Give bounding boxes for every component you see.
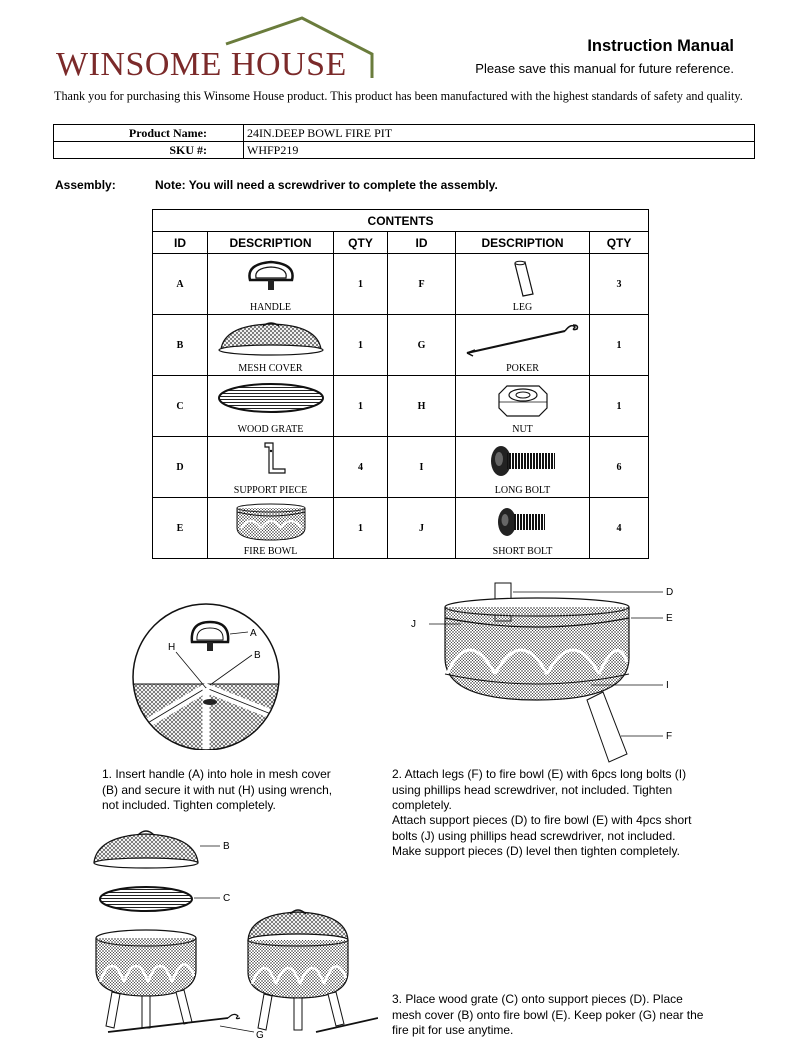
short-bolt-icon bbox=[493, 502, 553, 542]
part-cell bbox=[208, 376, 334, 437]
assembly-note: Note: You will need a screwdriver to complete the assembly. bbox=[155, 178, 498, 192]
part-label: LEG bbox=[512, 302, 533, 313]
product-name-label: Product Name: bbox=[54, 125, 244, 142]
part-qty: 1 bbox=[334, 254, 388, 315]
part-qty: 6 bbox=[590, 437, 649, 498]
part-qty: 1 bbox=[334, 376, 388, 437]
product-name-row bbox=[54, 125, 755, 142]
callout-f: F bbox=[666, 731, 673, 742]
fire-bowl-icon bbox=[231, 502, 311, 544]
part-label: WOOD GRATE bbox=[237, 424, 304, 435]
support-piece-icon bbox=[251, 441, 291, 481]
assembly-label: Assembly: bbox=[55, 178, 116, 192]
part-qty: 1 bbox=[590, 376, 649, 437]
callout-h: H bbox=[168, 642, 176, 653]
sku-row bbox=[54, 142, 755, 159]
part-id: J bbox=[388, 498, 456, 559]
part-id: F bbox=[388, 254, 456, 315]
part-id: E bbox=[153, 498, 208, 559]
part-qty: 3 bbox=[590, 254, 649, 315]
callout-b: B bbox=[223, 841, 230, 852]
callout-g: G bbox=[256, 1030, 264, 1041]
part-qty: 4 bbox=[590, 498, 649, 559]
step-2-text: 2. Attach legs (F) to fire bowl (E) with 6pcs long bolts (I) using phillips head screwdriver, not included. Tighten completely. bbox=[392, 767, 687, 812]
callout-d: D bbox=[666, 587, 674, 598]
header-description: DESCRIPTION bbox=[456, 232, 590, 254]
part-label: NUT bbox=[512, 424, 533, 435]
part-cell bbox=[456, 254, 590, 315]
mesh-cover-icon bbox=[215, 319, 327, 359]
callout-b: B bbox=[254, 650, 261, 661]
step-3-text: 3. Place wood grate (C) onto support pieces (D). Place mesh cover (B) onto fire bowl (E). Keep poker (G) near the fire pit for use anytime. bbox=[392, 992, 704, 1037]
header-id: ID bbox=[388, 232, 456, 254]
long-bolt-icon bbox=[485, 441, 561, 481]
callout-i: I bbox=[666, 680, 669, 691]
step-2b-text: Attach support pieces (D) to fire bowl (E) with 4pcs short bolts (J) using phillips head screwdriver, not included. Make support pieces (D) level then tighten completely. bbox=[392, 813, 692, 858]
wood-grate-icon bbox=[215, 380, 327, 416]
header-qty: QTY bbox=[334, 232, 388, 254]
table-row bbox=[153, 376, 649, 437]
sku-label: SKU #: bbox=[54, 142, 244, 159]
part-label: SHORT BOLT bbox=[492, 546, 553, 557]
part-cell bbox=[456, 498, 590, 559]
part-cell bbox=[208, 315, 334, 376]
callout-a: A bbox=[250, 628, 257, 639]
part-label: MESH COVER bbox=[238, 363, 303, 374]
poker-icon bbox=[461, 319, 585, 359]
table-row bbox=[153, 315, 649, 376]
contents-title: CONTENTS bbox=[153, 210, 649, 232]
manual-title: Instruction Manual bbox=[587, 37, 734, 55]
table-row bbox=[153, 437, 649, 498]
header-id: ID bbox=[153, 232, 208, 254]
leg-icon bbox=[503, 258, 543, 298]
part-label: FIRE BOWL bbox=[243, 546, 298, 557]
table-row bbox=[153, 498, 649, 559]
part-qty: 1 bbox=[590, 315, 649, 376]
part-id: H bbox=[388, 376, 456, 437]
part-cell bbox=[208, 437, 334, 498]
thank-you-text: Thank you for purchasing this Winsome House product. This product has been manufactured with the highest standards of safety and quality. bbox=[54, 89, 743, 103]
part-cell bbox=[208, 254, 334, 315]
part-label: SUPPORT PIECE bbox=[233, 485, 308, 496]
part-id: C bbox=[153, 376, 208, 437]
leg-attachment-diagram bbox=[405, 578, 685, 768]
part-id: I bbox=[388, 437, 456, 498]
step-1-text: 1. Insert handle (A) into hole in mesh cover (B) and secure it with nut (H) using wrench, not included. Tighten completely. bbox=[102, 767, 333, 812]
part-label: POKER bbox=[506, 363, 539, 374]
part-cell bbox=[456, 376, 590, 437]
nut-icon bbox=[491, 380, 555, 420]
product-name-value: 24IN.DEEP BOWL FIRE PIT bbox=[244, 125, 755, 142]
part-id: G bbox=[388, 315, 456, 376]
header-description: DESCRIPTION bbox=[208, 232, 334, 254]
contents-header-row bbox=[153, 232, 649, 254]
callout-j: J bbox=[411, 619, 416, 630]
part-id: B bbox=[153, 315, 208, 376]
final-assembly-diagram bbox=[88, 822, 378, 1052]
handle-icon bbox=[236, 258, 306, 296]
callout-c: C bbox=[223, 893, 231, 904]
brand-logo: WINSOME HOUSE bbox=[56, 46, 347, 83]
manual-subtitle: Please save this manual for future reference. bbox=[475, 61, 734, 76]
part-cell bbox=[456, 315, 590, 376]
part-qty: 4 bbox=[334, 437, 388, 498]
product-info-table bbox=[53, 124, 755, 159]
part-label: LONG BOLT bbox=[494, 485, 551, 496]
part-cell bbox=[456, 437, 590, 498]
part-qty: 1 bbox=[334, 498, 388, 559]
part-label: HANDLE bbox=[249, 302, 292, 313]
table-row bbox=[153, 254, 649, 315]
handle-assembly-diagram bbox=[126, 600, 306, 750]
part-id: A bbox=[153, 254, 208, 315]
contents-table bbox=[152, 209, 649, 559]
callout-e: E bbox=[666, 613, 673, 624]
sku-value: WHFP219 bbox=[244, 142, 755, 159]
header-qty: QTY bbox=[590, 232, 649, 254]
part-id: D bbox=[153, 437, 208, 498]
part-cell bbox=[208, 498, 334, 559]
part-qty: 1 bbox=[334, 315, 388, 376]
